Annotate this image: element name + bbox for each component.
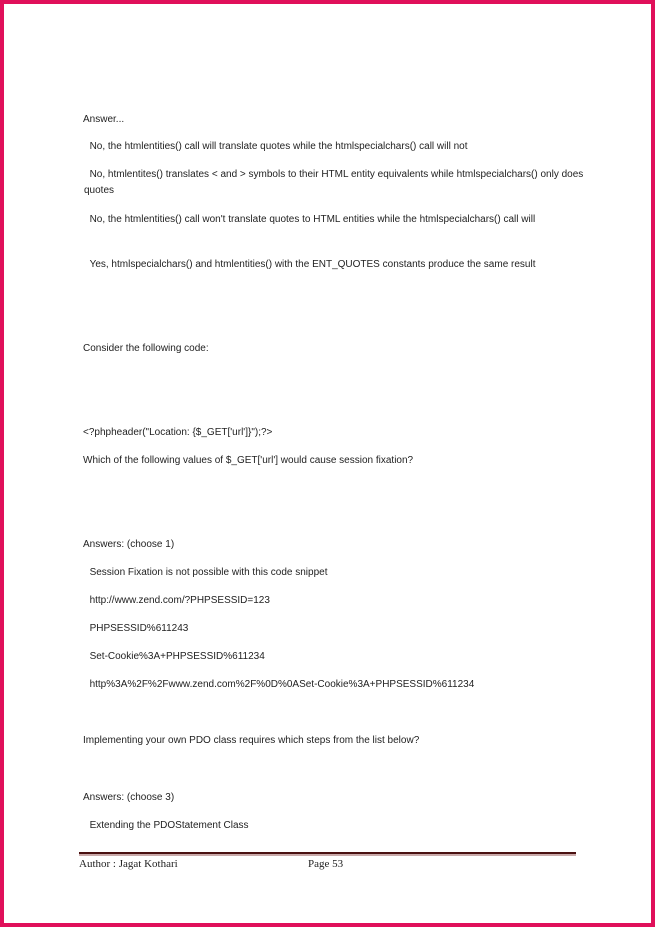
question-intro: Consider the following code: — [83, 343, 209, 354]
code-snippet: <?phpheader("Location: {$_GET['url']}");?> — [83, 427, 273, 438]
answer-option-4: Yes, htmlspecialchars() and htmlentities() with the ENT_QUOTES constants produce the same result — [84, 259, 536, 270]
footer-rule-shadow — [79, 854, 576, 856]
question-text: Implementing your own PDO class requires which steps from the list below? — [83, 735, 420, 746]
answer-option-1: Extending the PDOStatement Class — [84, 820, 249, 831]
answer-option-1: No, the htmlentities() call will translate quotes while the htmlspecialchars() call will not — [84, 141, 468, 152]
answer-option-3: No, the htmlentities() call won't translate quotes to HTML entities while the htmlspecialchars() call will — [84, 214, 536, 225]
answer-option-2: http://www.zend.com/?PHPSESSID=123 — [84, 595, 270, 606]
answer-heading: Answer... — [83, 114, 125, 125]
answers-heading: Answers: (choose 3) — [83, 792, 175, 803]
footer-author: Author : Jagat Kothari — [79, 858, 178, 870]
answer-option-4: Set-Cookie%3A+PHPSESSID%611234 — [84, 651, 265, 662]
answer-option-5: http%3A%2F%2Fwww.zend.com%2F%0D%0ASet-Cookie%3A+PHPSESSID%611234 — [84, 679, 475, 690]
answer-option-2: No, htmlentites() translates < and > symbols to their HTML entity equivalents while htmlspecialchars() only does quotes — [84, 169, 587, 196]
answer-option-1: Session Fixation is not possible with this code snippet — [84, 567, 328, 578]
footer-page-number: Page 53 — [308, 858, 344, 870]
answers-heading: Answers: (choose 1) — [83, 539, 175, 550]
question-text: Which of the following values of $_GET['url'] would cause session fixation? — [83, 455, 414, 466]
answer-option-3: PHPSESSID%611243 — [84, 623, 189, 634]
